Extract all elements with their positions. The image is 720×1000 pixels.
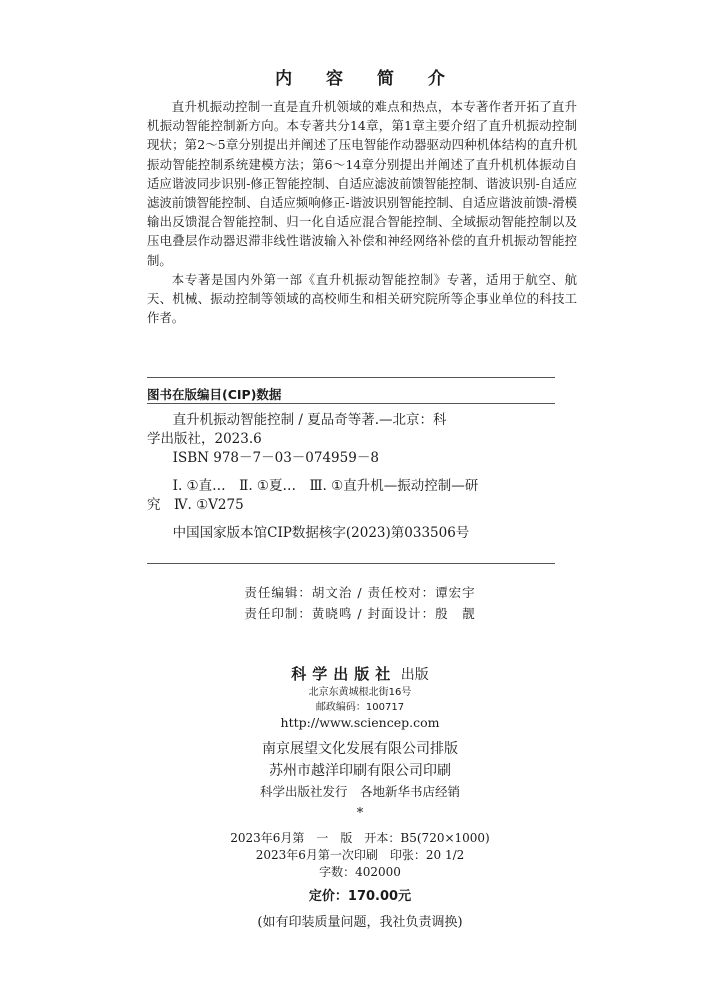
price: 定价：170.00元 bbox=[308, 889, 412, 904]
printing-line: 2023年6月第一次印刷 印张：20 1/2 bbox=[255, 848, 465, 862]
edition-specs bbox=[0, 830, 720, 881]
cip-heading-rule bbox=[147, 403, 555, 404]
publisher-url: http://www.sciencep.com bbox=[280, 715, 440, 730]
word-count: 字数：402000 bbox=[319, 865, 401, 879]
publisher-postcode: 邮政编码：100717 bbox=[315, 702, 405, 713]
printers-block bbox=[0, 738, 720, 782]
summary-paragraph-1: 直升机振动控制一直是直升机领域的难点和热点，本专著作者开拓了直升机振动智能控制新方向。本专著共分14章，第1章主要介绍了直升机振动控制现状；第2～5章分别提出并阐述了压电智能作动器驱动四种机体结构的直升机振动智能控制系统建模方法；第6～14章分别提出并阐述了直升机机体振动自适应谐波同步识别-修正智能控制、自适应滤波前馈智能控制、谐波识别-自适应滤波前馈智能控制、自适应频响修正-谐波识别智能控制、自适应谐波前馈-滑模输出反馈混合智能控制、归一化自适应混合智能控制、全域振动智能控制以及压电叠层作动器迟滞非线性谐波输入补偿和神经网络补偿的直升机振动智能控制。 bbox=[147, 99, 577, 268]
cip-top-rule bbox=[147, 377, 555, 378]
content-summary bbox=[147, 97, 577, 327]
production-credit-line: 责任印制：黄晓鸣 / 封面设计：殷 靓 bbox=[244, 606, 476, 621]
printer-line: 苏州市越洋印刷有限公司印刷 bbox=[269, 763, 451, 779]
cip-classification-cont: 究 Ⅳ. ①V275 bbox=[147, 497, 244, 513]
publisher-line bbox=[0, 663, 720, 684]
cip-record bbox=[147, 411, 542, 543]
publisher-suffix: 出版 bbox=[400, 667, 429, 683]
typesetter-line: 南京展望文化发展有限公司排版 bbox=[262, 741, 458, 757]
cip-classification-line: Ⅰ. ①直… Ⅱ. ①夏… Ⅲ. ①直升机—振动控制—研 bbox=[172, 478, 479, 494]
cip-data-number: 中国国家版本馆CIP数据核字(2023)第033506号 bbox=[172, 525, 470, 541]
separator-star: * bbox=[356, 806, 364, 821]
edition-line: 2023年6月第 一 版 开本：B5(720×1000) bbox=[230, 831, 490, 845]
distribution-line: 科学出版社发行 各地新华书店经销 bbox=[259, 784, 460, 799]
cip-publisher-line: 学出版社，2023.6 bbox=[147, 431, 262, 447]
page-title: 内 容 简 介 bbox=[275, 69, 459, 89]
summary-paragraph-2: 本专著是国内外第一部《直升机振动智能控制》专著，适用于航空、航天、机械、振动控制等领域的高校师生和相关研究院所等企事业单位的科技工作者。 bbox=[147, 271, 577, 326]
publisher-address-block bbox=[0, 685, 720, 715]
editor-credit-line: 责任编辑：胡文治 / 责任校对：谭宏宇 bbox=[244, 585, 476, 600]
cip-title-line: 直升机振动智能控制 / 夏品奇等著.—北京：科 bbox=[172, 412, 447, 428]
cip-isbn: ISBN 978－7－03－074959－8 bbox=[172, 450, 379, 466]
cip-heading: 图书在版编目(CIP)数据 bbox=[147, 387, 282, 402]
cip-bottom-rule bbox=[147, 563, 555, 564]
publisher-name: 科学出版社 bbox=[291, 665, 397, 683]
staff-credits bbox=[0, 582, 720, 624]
publisher-address: 北京东黄城根北街16号 bbox=[308, 687, 412, 698]
quality-note: (如有印装质量问题，我社负责调换) bbox=[257, 915, 463, 930]
